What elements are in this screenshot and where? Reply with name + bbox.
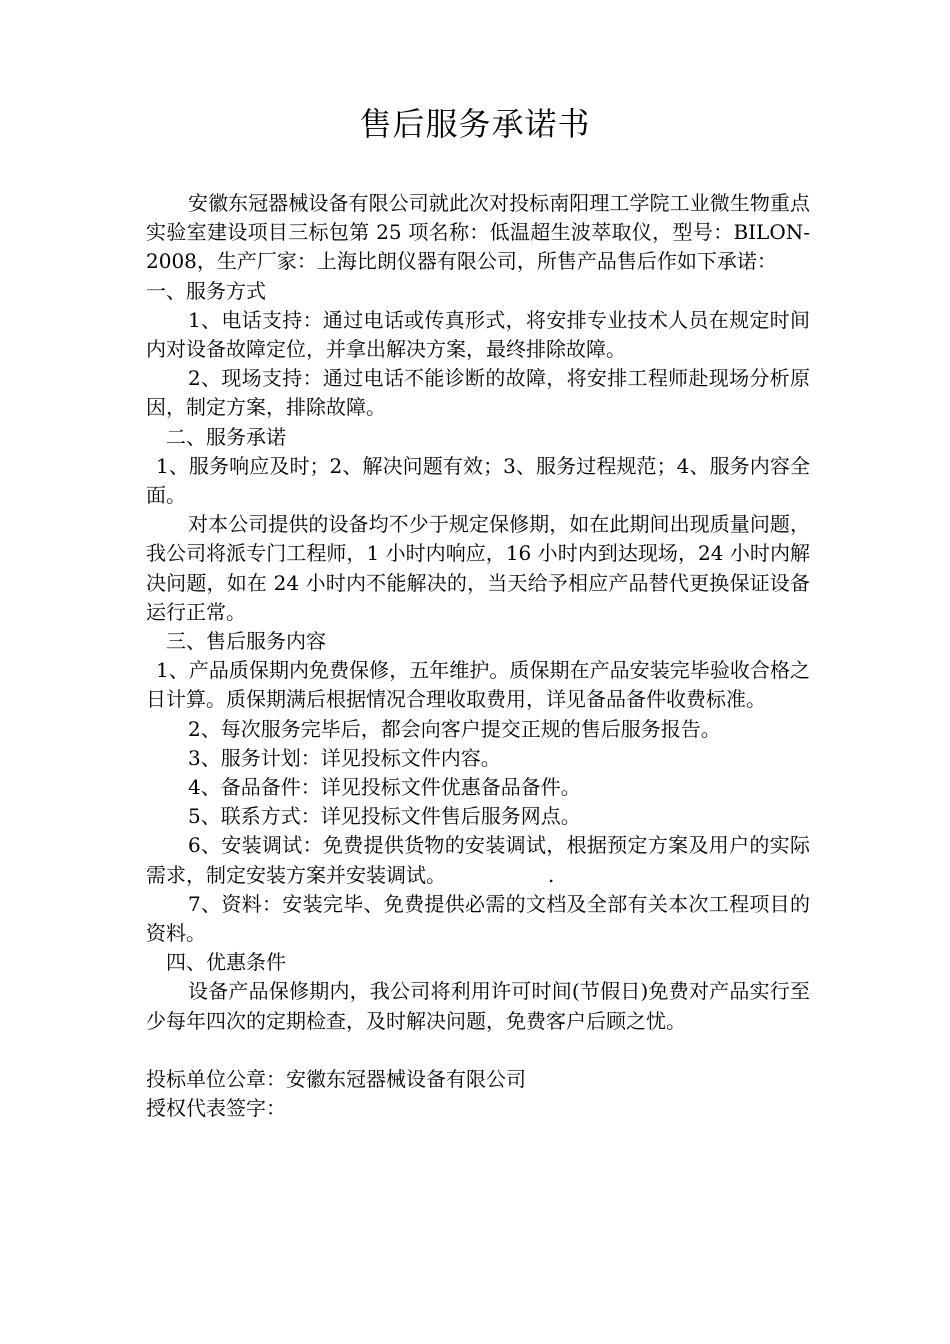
seal-line: 投标单位公章：安徽东冠器械设备有限公司 [146,1067,526,1092]
section3-item1: 1、产品质保期内免费保修，五年维护。质保期在产品安装完毕验收合格之日计算。质保期满后根据情况合理收取费用，详见备品备件收费标准。 [146,658,810,712]
signature-line: 授权代表签字： [146,1096,286,1121]
section2-heading: 二、服务承诺 [166,424,286,449]
section4-paragraph: 设备产品保修期内，我公司将利用许可时间(节假日)免费对产品实行至少每年四次的定期检查，及时解决问题，免费客户后顾之忧。 [146,979,810,1033]
document-body [146,189,810,1123]
intro-paragraph: 安徽东冠器械设备有限公司就此次对投标南阳理工学院工业微生物重点实验室建设项目三标包第 25 项名称：低温超生波萃取仪，型号：BILON-2008，生产厂家：上海比朗仪器有限公司，所售产品售后作如下承诺： [146,191,810,274]
section3-item6-text: 6、安装调试：免费提供货物的安装调试，根据预定方案及用户的实际需求，制定安装方案并安装调试。 [146,833,810,887]
section3-item7: 7、资料：安装完毕、免费提供必需的文档及全部有关本次工程项目的资料。 [146,891,810,946]
section3-item2: 2、每次服务完毕后，都会向客户提交正规的售后服务报告。 [188,716,721,741]
section3-item5: 5、联系方式：详见投标文件售后服务网点。 [188,804,581,829]
section3-item6 [146,831,810,889]
section1-item2: 2、现场支持：通过电话不能诊断的故障，将安排工程师赴现场分析原因，制定方案，排除故障。 [146,366,810,420]
section1-item1: 1、电话支持：通过电话或传真形式，将安排专业技术人员在规定时间内对设备故障定位，并拿出解决方案，最终排除故障。 [146,307,810,362]
section2-item1: 1、服务响应及时；2、解决问题有效；3、服务过程规范；4、服务内容全面。 [146,453,810,508]
section3-item4: 4、备品备件：详见投标文件优惠备品备件。 [188,775,581,800]
section3-item3: 3、服务计划：详见投标文件内容。 [188,745,501,770]
section2-paragraph: 对本公司提供的设备均不少于规定保修期，如在此期间出现质量问题，我公司将派专门工程师，1 小时内响应，16 小时内到达现场，24 小时内解决问题，如在 24 小时内不能解决的，当天给予相应产品替代更换保证设备运行正常。 [146,512,810,624]
section3-heading: 三、售后服务内容 [166,629,326,654]
section4-heading: 四、优惠条件 [166,950,286,975]
section3-item6-dot: . [548,862,555,887]
blank-line [146,1036,810,1065]
section1-heading: 一、服务方式 [146,278,266,303]
document-title: 售后服务承诺书 [359,105,591,143]
